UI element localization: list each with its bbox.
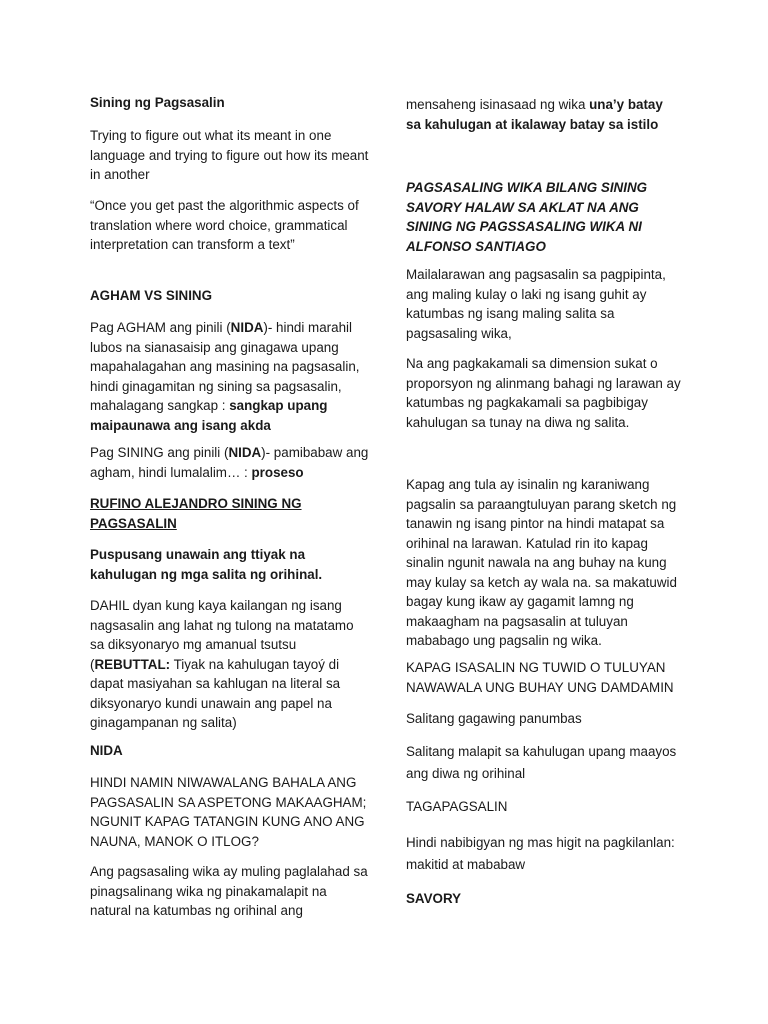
paragraph-sining: Pag SINING ang pinili (NIDA)- pamibabaw ang agham, hindi lumalalim… : proseso: [90, 445, 369, 480]
paragraph-caps-kapag: KAPAG ISASALIN NG TUWID O TULUYAN NAWAWALA UNG BUHAY UNG DAMDAMIN: [406, 660, 674, 695]
paragraph-puspusan: Puspusang unawain ang ttiyak na kahulugan ng mga salita ng orihinal.: [90, 547, 323, 582]
heading-savory: SAVORY: [406, 891, 462, 906]
heading-agham-vs-sining: AGHAM VS SINING: [90, 288, 213, 303]
heading-nida: NIDA: [90, 743, 123, 758]
heading-rufino: RUFINO ALEJANDRO SINING NG PAGSASALIN: [90, 496, 302, 531]
heading-pagsasaling-wika: PAGSASALING WIKA BILANG SINING SAVORY HALAW SA AKLAT NA ANG SINING NG PAGSSASALING WIKA NI ALFONSO SANTIAGO: [406, 180, 648, 254]
paragraph-continuation: mensaheng isinasaad ng wika una’y batay sa kahulugan at ikalaway batay sa istilo: [406, 97, 663, 132]
intro-paragraph: Trying to figure out what its meant in one language and trying to figure out how its meant in another: [90, 128, 369, 182]
paragraph-ang-pagsasaling: Ang pagsasaling wika ay muling paglalahad sa pinagsalinang wika ng pinakamalapit na natural na katumbas ng orihinal ang: [90, 864, 368, 918]
paragraph-agham: Pag AGHAM ang pinili (NIDA)- hindi marahil lubos na sianasaisip ang ginagawa upang mapahalagahan ang masining na pagsasalin, hindi ginagamitan ng sining sa pagsasalin, mahalagang sangkap : sangkap upang maipaunawa ang isang akda: [90, 320, 360, 433]
paragraph-na-ang: Na ang pagkakamali sa dimension sukat o proporsyon ng alinmang bahagi ng larawan ay katumbas ng pagkakamali sa pagbibigay kahulugan sa tunay na diwa ng salita.: [406, 356, 681, 430]
heading-tagapagsalin: TAGAPAGSALIN: [406, 799, 508, 814]
paragraph-salitang-gagawing: Salitang gagawing panumbas: [406, 711, 582, 726]
document-title: Sining ng Pagsasalin: [90, 95, 225, 110]
paragraph-dahil: DAHIL dyan kung kaya kailangan ng isang nagsasalin ang lahat ng tulong na matatamo sa diksyonaryo mg amanual tsutsu (REBUTTAL: Tiyak na kahulugan tayoý di dapat masiyahan sa kahlugan na literal sa diksyonaryo kundi unawain ang papel na ginagampanan ng salita): [90, 598, 354, 730]
paragraph-salitang-malapit: Salitang malapit sa kahulugan upang maayos ang diwa ng orihinal: [406, 744, 677, 781]
quote-paragraph: “Once you get past the algorithmic aspects of translation where word choice, grammatical interpretation can transform a text”: [90, 198, 359, 252]
paragraph-mailalarawan: Mailalarawan ang pagsasalin sa pagpipinta, ang maling kulay o laki ng isang guhit ay katumbas ng isang maling salita sa pagsasaling wika,: [406, 267, 666, 341]
paragraph-hindi-nabibigyan: Hindi nabibigyan ng mas higit na pagkilanlan: makitid at mababaw: [406, 835, 675, 872]
paragraph-hindi-namin: HINDI NAMIN NIWAWALANG BAHALA ANG PAGSASALIN SA ASPETONG MAKAAGHAM; NGUNIT KAPAG TATANGIN KUNG ANO ANG NAUNA, MANOK O ITLOG?: [90, 775, 367, 849]
paragraph-kapag: Kapag ang tula ay isinalin ng karaniwang pagsalin sa paraangtuluyan parang sketch ng tanawin ng isang pintor na hindi matapat sa orihinal na larawan. Katulad rin ito kapag sinalin ngunit nawala na ang buhay na kung may kulay sa ketch ay wala na. sa makatuwid bagay kung ikaw ay gagamit lamng ng makaagham na pagsasalin at tuluyan mababago ung pagsalin ng wika.: [406, 477, 677, 648]
